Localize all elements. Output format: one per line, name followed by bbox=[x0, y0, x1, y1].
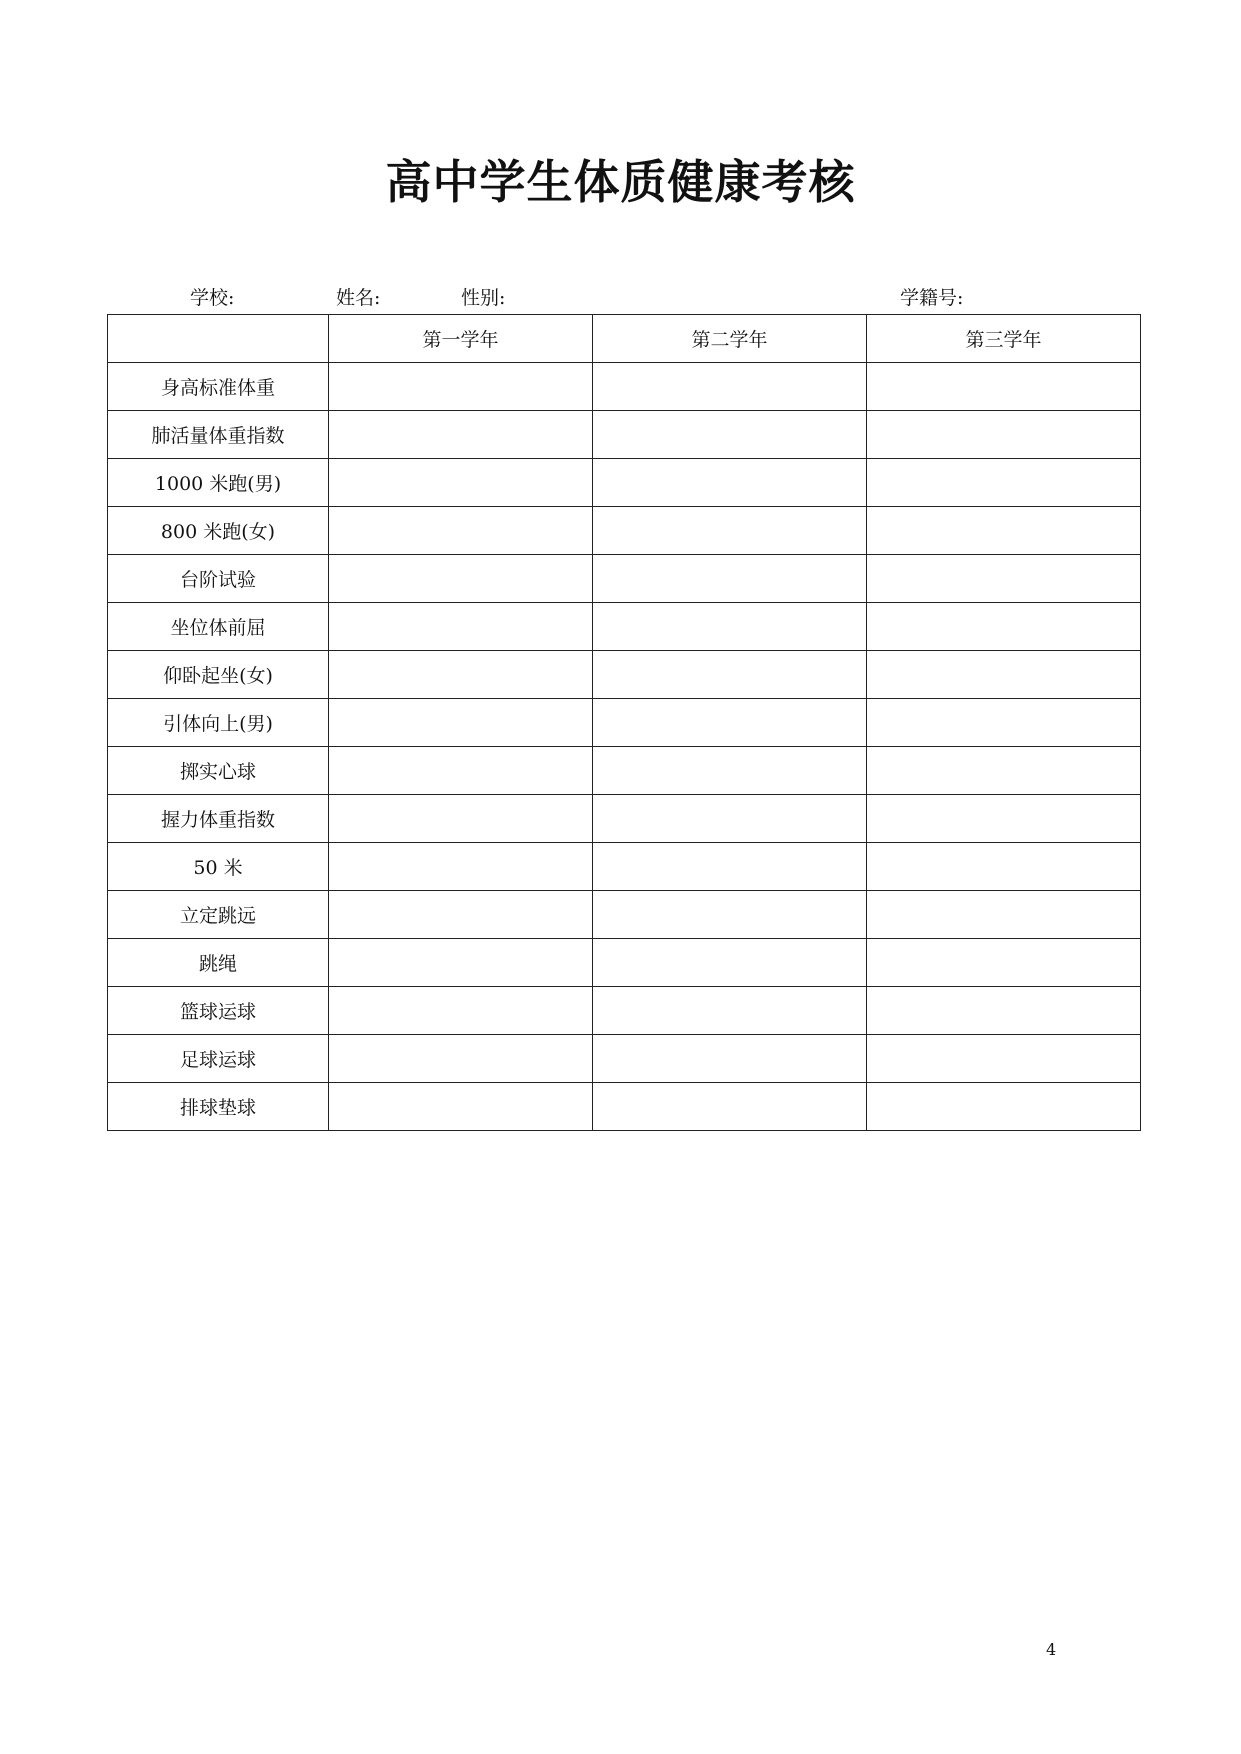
score-cell-year-2[interactable] bbox=[593, 651, 867, 699]
column-header-year-1: 第一学年 bbox=[329, 315, 593, 363]
row-label: 篮球运球 bbox=[108, 987, 329, 1035]
score-cell-year-3[interactable] bbox=[867, 363, 1141, 411]
row-label: 立定跳远 bbox=[108, 891, 329, 939]
table-header-row bbox=[108, 315, 1141, 363]
row-label: 足球运球 bbox=[108, 1035, 329, 1083]
row-label: 握力体重指数 bbox=[108, 795, 329, 843]
row-label: 50 米 bbox=[108, 843, 329, 891]
score-cell-year-3[interactable] bbox=[867, 843, 1141, 891]
table-row bbox=[108, 459, 1141, 507]
score-cell-year-3[interactable] bbox=[867, 555, 1141, 603]
table-row bbox=[108, 843, 1141, 891]
row-label: 800 米跑(女) bbox=[108, 507, 329, 555]
table-body bbox=[108, 363, 1141, 1131]
score-cell-year-1[interactable] bbox=[329, 747, 593, 795]
row-label: 身高标准体重 bbox=[108, 363, 329, 411]
table-row bbox=[108, 507, 1141, 555]
score-cell-year-2[interactable] bbox=[593, 1083, 867, 1131]
score-cell-year-3[interactable] bbox=[867, 795, 1141, 843]
table-row bbox=[108, 555, 1141, 603]
row-label: 跳绳 bbox=[108, 939, 329, 987]
score-cell-year-2[interactable] bbox=[593, 507, 867, 555]
student-id-label: 学籍号: bbox=[900, 287, 964, 309]
row-label: 坐位体前屈 bbox=[108, 603, 329, 651]
table-row bbox=[108, 651, 1141, 699]
row-label: 1000 米跑(男) bbox=[108, 459, 329, 507]
score-cell-year-3[interactable] bbox=[867, 411, 1141, 459]
score-cell-year-1[interactable] bbox=[329, 1083, 593, 1131]
score-cell-year-1[interactable] bbox=[329, 1035, 593, 1083]
score-cell-year-1[interactable] bbox=[329, 939, 593, 987]
score-cell-year-1[interactable] bbox=[329, 699, 593, 747]
score-cell-year-2[interactable] bbox=[593, 1035, 867, 1083]
column-header-year-3: 第三学年 bbox=[867, 315, 1141, 363]
score-cell-year-3[interactable] bbox=[867, 603, 1141, 651]
score-cell-year-2[interactable] bbox=[593, 987, 867, 1035]
gender-label: 性别: bbox=[461, 287, 506, 309]
row-label: 肺活量体重指数 bbox=[108, 411, 329, 459]
table-row bbox=[108, 603, 1141, 651]
school-label: 学校: bbox=[190, 287, 235, 309]
score-cell-year-1[interactable] bbox=[329, 651, 593, 699]
name-label: 姓名: bbox=[336, 287, 381, 309]
row-label: 排球垫球 bbox=[108, 1083, 329, 1131]
score-cell-year-1[interactable] bbox=[329, 987, 593, 1035]
score-cell-year-1[interactable] bbox=[329, 843, 593, 891]
score-cell-year-1[interactable] bbox=[329, 603, 593, 651]
score-cell-year-3[interactable] bbox=[867, 459, 1141, 507]
row-label: 引体向上(男) bbox=[108, 699, 329, 747]
score-cell-year-2[interactable] bbox=[593, 795, 867, 843]
page-number: 4 bbox=[1046, 1640, 1057, 1659]
score-cell-year-1[interactable] bbox=[329, 507, 593, 555]
table-row bbox=[108, 699, 1141, 747]
score-cell-year-3[interactable] bbox=[867, 651, 1141, 699]
score-cell-year-1[interactable] bbox=[329, 411, 593, 459]
row-label: 台阶试验 bbox=[108, 555, 329, 603]
fitness-score-table bbox=[107, 314, 1141, 1131]
score-cell-year-3[interactable] bbox=[867, 1035, 1141, 1083]
table-row bbox=[108, 987, 1141, 1035]
table-row bbox=[108, 1083, 1141, 1131]
score-cell-year-3[interactable] bbox=[867, 747, 1141, 795]
score-cell-year-2[interactable] bbox=[593, 939, 867, 987]
score-cell-year-3[interactable] bbox=[867, 939, 1141, 987]
table-row bbox=[108, 411, 1141, 459]
column-header-year-2: 第二学年 bbox=[593, 315, 867, 363]
score-cell-year-1[interactable] bbox=[329, 363, 593, 411]
score-cell-year-2[interactable] bbox=[593, 555, 867, 603]
score-cell-year-3[interactable] bbox=[867, 699, 1141, 747]
score-cell-year-2[interactable] bbox=[593, 459, 867, 507]
score-cell-year-1[interactable] bbox=[329, 891, 593, 939]
student-info-line bbox=[0, 285, 1241, 311]
row-label: 掷实心球 bbox=[108, 747, 329, 795]
score-cell-year-3[interactable] bbox=[867, 1083, 1141, 1131]
score-cell-year-1[interactable] bbox=[329, 555, 593, 603]
table-row bbox=[108, 747, 1141, 795]
table-row bbox=[108, 795, 1141, 843]
score-cell-year-2[interactable] bbox=[593, 699, 867, 747]
corner-cell bbox=[108, 315, 329, 363]
score-cell-year-3[interactable] bbox=[867, 507, 1141, 555]
table-row bbox=[108, 363, 1141, 411]
table-row bbox=[108, 1035, 1141, 1083]
page-title: 高中学生体质健康考核 bbox=[385, 155, 856, 209]
score-cell-year-2[interactable] bbox=[593, 603, 867, 651]
score-cell-year-3[interactable] bbox=[867, 891, 1141, 939]
row-label: 仰卧起坐(女) bbox=[108, 651, 329, 699]
score-cell-year-1[interactable] bbox=[329, 795, 593, 843]
score-cell-year-1[interactable] bbox=[329, 459, 593, 507]
score-cell-year-2[interactable] bbox=[593, 411, 867, 459]
score-cell-year-2[interactable] bbox=[593, 747, 867, 795]
score-cell-year-2[interactable] bbox=[593, 843, 867, 891]
score-cell-year-2[interactable] bbox=[593, 891, 867, 939]
table-row bbox=[108, 939, 1141, 987]
score-cell-year-2[interactable] bbox=[593, 363, 867, 411]
table-row bbox=[108, 891, 1141, 939]
score-cell-year-3[interactable] bbox=[867, 987, 1141, 1035]
